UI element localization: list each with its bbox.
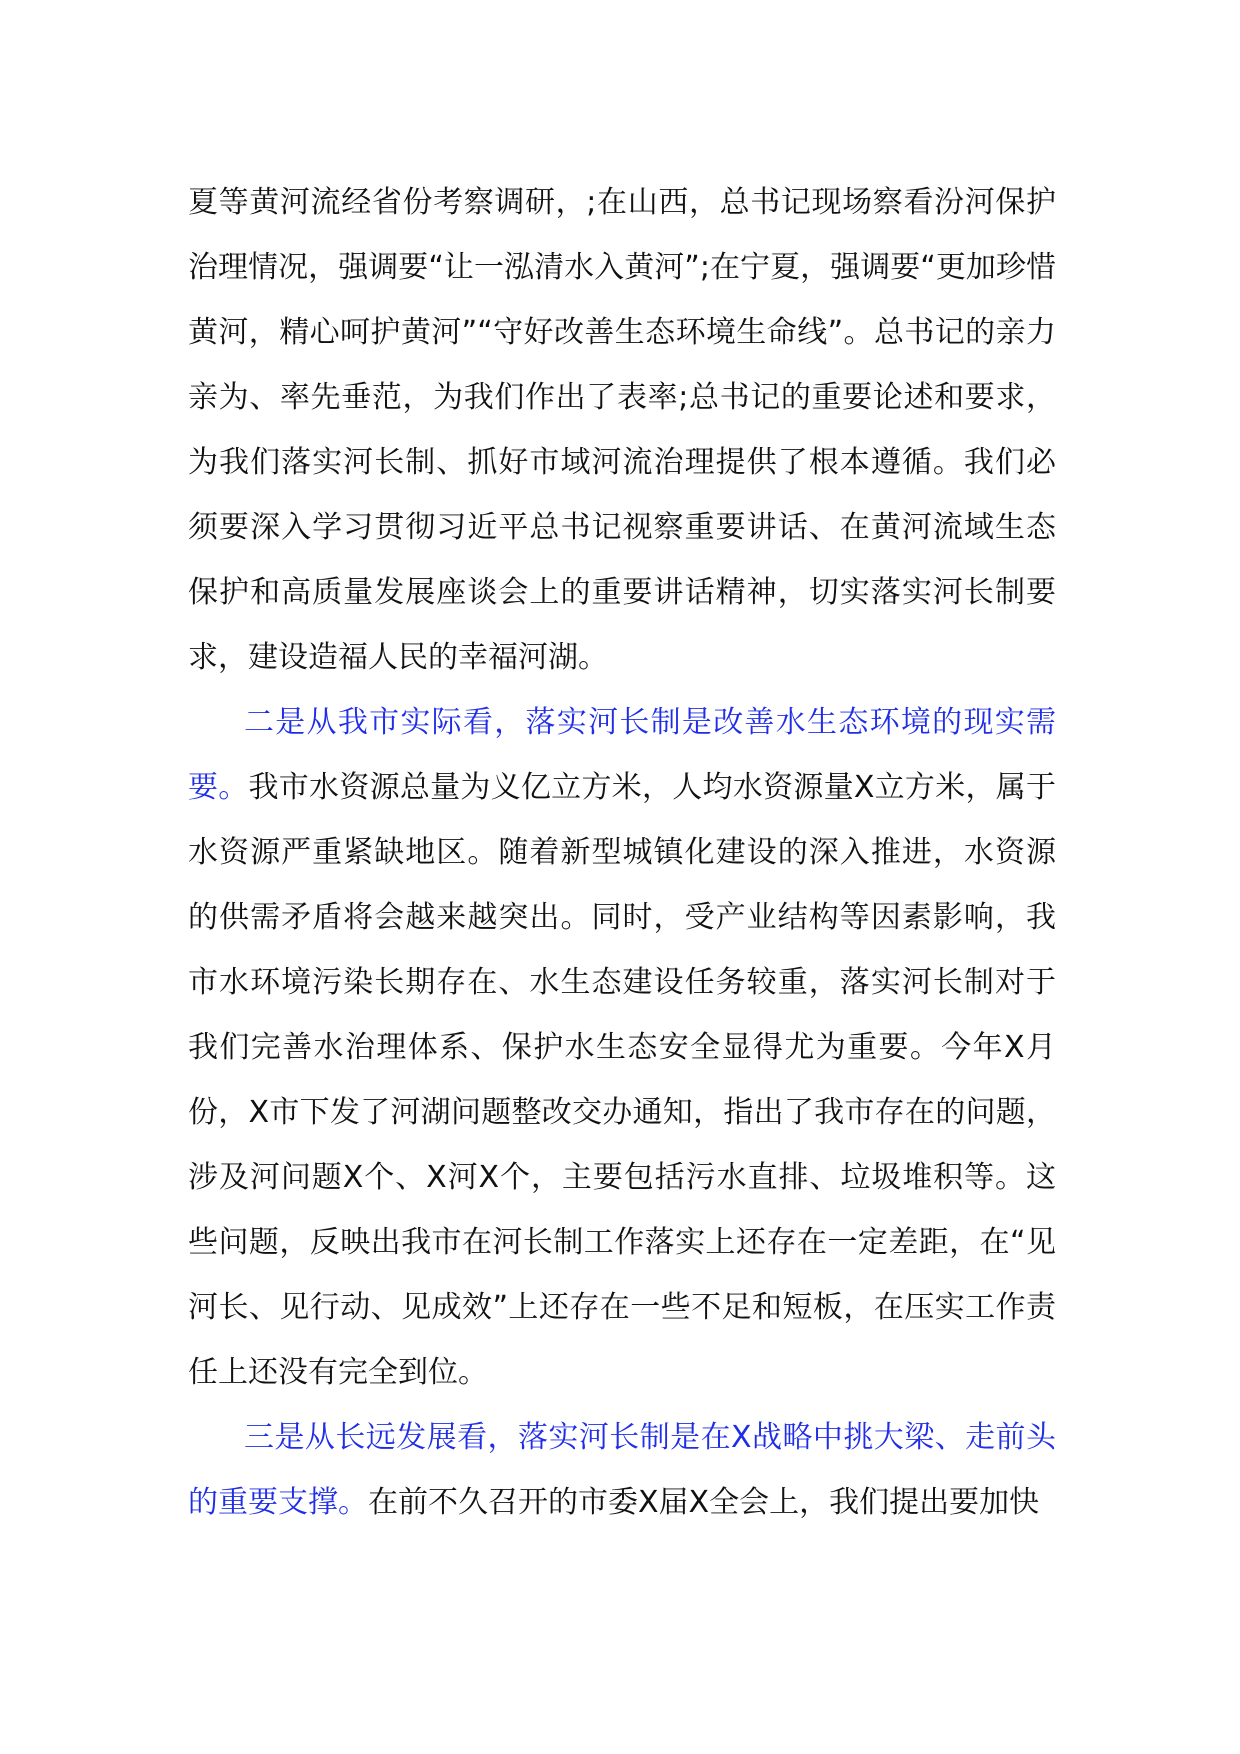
paragraph-2-text: 我市水资源总量为义亿立方米，人均水资源量X立方米，属于水资源严重紧缺地区。随着新型城镇化建设的深入推进，水资源的供需矛盾将会越来越突出。同时，受产业结构等因素影响，我市水环境污染长期存在、水生态建设任务较重，落实河长制对于我们完善水治理体系、保护水生态安全显得尤为重要。今年X月份，X市下发了河湖问题整改交办通知，指出了我市存在的问题，涉及河问题X个、X河X个，主要包括污水直排、垃圾堆积等。这些问题，反映出我市在河长制工作落实上还存在一定差距，在“见河长、见行动、见成效”上还存在一些不足和短板，在压实工作责任上还没有完全到位。 [188, 770, 1056, 1390]
document-body [188, 170, 1056, 1535]
paragraph-3-text: 在前不久召开的市委X届X全会上，我们提出要加快 [368, 1485, 1040, 1520]
paragraph-3-heading: 三是从长远发展看，落实河长制是在X战略中挑大梁、走前头的重要支撑。 [188, 1420, 1056, 1520]
paragraph-2 [188, 690, 1056, 1405]
paragraph-3 [188, 1405, 1056, 1535]
paragraph-1 [188, 170, 1056, 690]
paragraph-2-heading: 二是从我市实际看，落实河长制是改善水生态环境的现实需要。 [188, 705, 1056, 805]
paragraph-1-text: 夏等黄河流经省份考察调研，;在山西，总书记现场察看汾河保护治理情况，强调要“让一泓清水入黄河”;在宁夏，强调要“更加珍惜黄河，精心呵护黄河”“守好改善生态环境生命线”。总书记的亲力亲为、率先垂范，为我们作出了表率;总书记的重要论述和要求，为我们落实河长制、抓好市域河流治理提供了根本遵循。我们必须要深入学习贯彻习近平总书记视察重要讲话、在黄河流域生态保护和高质量发展座谈会上的重要讲话精神，切实落实河长制要求，建设造福人民的幸福河湖。 [188, 185, 1056, 675]
